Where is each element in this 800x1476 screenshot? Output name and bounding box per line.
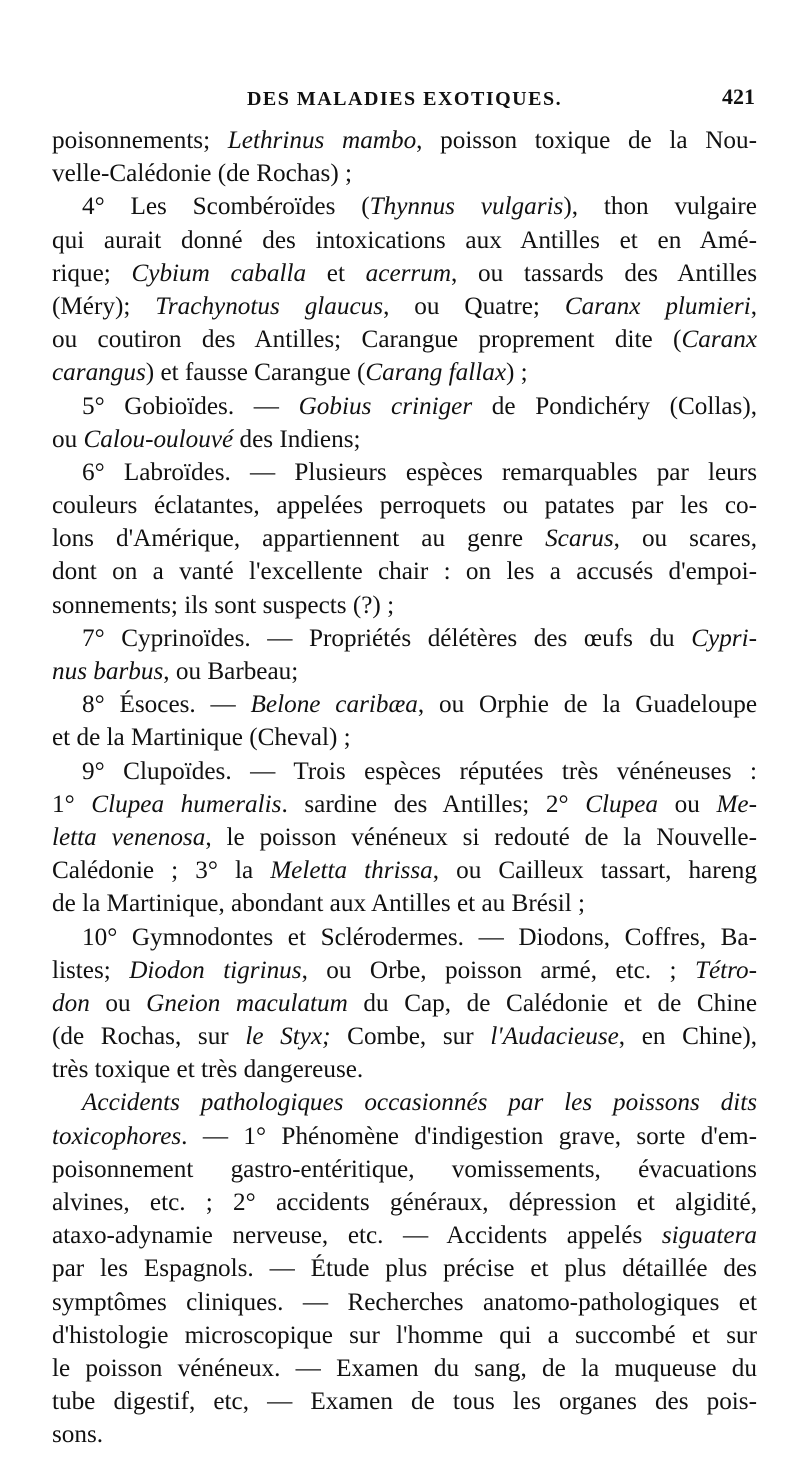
text-segment: sonnements; ils sont suspects (?) ; — [52, 591, 395, 619]
text-line — [52, 1286, 757, 1319]
body-text — [52, 124, 757, 1452]
text-line — [52, 124, 757, 157]
italic-text: Clupea humeralis — [91, 790, 282, 818]
italic-text: Calou-oulouvé — [83, 425, 234, 453]
text-line — [52, 954, 757, 987]
text-segment: Combe, sur — [330, 1023, 491, 1051]
page-number: 421 — [722, 84, 755, 109]
text-segment: par les Espagnols. — Étude plus précise et plus détaillée des — [52, 1255, 757, 1283]
text-line — [52, 655, 757, 688]
text-segment: , ou scares, — [613, 525, 757, 553]
text-segment: alvines, etc. ; 2° accidents généraux, dépression et algidité, — [52, 1189, 757, 1216]
italic-text: Cypri- — [691, 624, 757, 652]
text-line — [52, 854, 757, 887]
text-line — [52, 1053, 757, 1086]
italic-text: Gneion maculatum — [146, 989, 348, 1017]
text-line — [52, 921, 757, 954]
italic-text: nus barbus — [52, 658, 164, 685]
italic-text: Clupea — [585, 790, 658, 818]
text-segment: symptômes cliniques. — Recherches anatomo-pathologiques et — [52, 1288, 757, 1316]
text-segment: 10° Gymnodontes et Sclérodermes. — Diodons, Coffres, Ba- — [82, 923, 757, 951]
italic-text: Lethrinus mambo — [227, 127, 417, 154]
text-line — [52, 987, 757, 1020]
text-segment: d'histologie microscopique sur l'homme qui a succombé et sur — [52, 1321, 757, 1349]
running-title: DES MALADIES EXOTIQUES. — [246, 88, 563, 110]
text-line — [52, 456, 757, 489]
italic-text: Carang fallax — [365, 359, 506, 387]
text-segment: couleurs éclatantes, appelées perroquets ou patates par les co- — [52, 492, 757, 520]
text-segment: 4° Les Scombéroïdes ( — [82, 193, 370, 221]
text-line — [52, 721, 757, 754]
italic-text: siguatera — [661, 1222, 757, 1250]
text-segment: ou — [657, 790, 717, 818]
italic-text: toxicophores — [52, 1122, 182, 1150]
text-line — [52, 290, 757, 323]
text-line — [52, 1020, 757, 1053]
italic-text: Gobius criniger — [298, 392, 473, 420]
italic-text: acerrum — [365, 259, 452, 287]
text-line — [52, 1319, 757, 1352]
text-line — [52, 821, 757, 854]
text-segment: ) et fausse Carangue ( — [145, 359, 366, 387]
text-segment: très toxique et très dangereuse. — [52, 1056, 364, 1084]
text-line — [52, 390, 757, 423]
italic-text: l'Audacieuse — [490, 1023, 619, 1051]
text-segment: lons d'Amérique, appartiennent au genre — [52, 525, 546, 553]
text-segment: , ou Orbe, poisson armé, etc. ; — [301, 956, 695, 984]
text-segment: 6° Labroïdes. — Plusieurs espèces remarquables par leurs — [82, 458, 757, 486]
text-line — [52, 887, 757, 920]
text-segment: ou — [89, 989, 147, 1017]
text-segment: , ou Barbeau; — [163, 658, 299, 685]
italic-text: Belone caribæa — [250, 691, 418, 719]
text-line — [52, 190, 757, 223]
italic-text: Diodon tigrinus — [129, 956, 302, 984]
text-segment: 9° Clupoïdes. — Trois espèces réputées très vénéneuses : — [82, 757, 757, 785]
text-segment: sons. — [52, 1421, 104, 1449]
text-segment: rique; — [52, 259, 132, 287]
italic-text: Trachynotus glaucus — [155, 292, 384, 320]
text-segment: 5° Gobioïdes. — — [82, 392, 299, 420]
text-segment: 8° Ésoces. — — [82, 691, 251, 719]
text-segment: , le poisson vénéneux si redouté de la Nouvelle- — [205, 823, 757, 851]
italic-text: Cybium caballa — [131, 259, 307, 287]
text-segment: poisonnement gastro-entéritique, vomissements, évacuations — [52, 1155, 757, 1183]
italic-text: Me- — [716, 790, 757, 818]
text-line — [52, 323, 757, 356]
text-line — [52, 1086, 757, 1119]
text-line — [52, 1153, 757, 1186]
text-line — [52, 224, 757, 257]
text-line — [52, 489, 757, 522]
text-line — [52, 555, 757, 588]
text-line — [52, 1418, 757, 1451]
running-head — [52, 84, 757, 124]
text-segment: ataxo-adynamie nerveuse, etc. — Accidents appelés — [52, 1222, 662, 1250]
italic-text: Meletta thrissa — [270, 857, 433, 885]
text-segment: , ou Cailleux tassart, hareng — [432, 857, 757, 885]
text-segment: . sardine des Antilles; 2° — [281, 790, 586, 818]
text-segment: , ou Quatre; — [383, 292, 565, 320]
italic-text: carangus — [52, 359, 146, 387]
text-line — [52, 688, 757, 721]
text-segment: , en Chine), — [618, 1023, 757, 1051]
text-segment: , ou tassards des Antilles — [451, 259, 757, 287]
text-line — [52, 1186, 757, 1219]
text-segment: ou — [52, 425, 84, 453]
italic-text: Thynnus vulgaris — [369, 193, 564, 221]
text-segment: . — 1° Phénomène d'indigestion grave, sorte d'em- — [181, 1122, 757, 1150]
italic-text: Caranx — [681, 326, 757, 354]
text-segment: , poisson toxique de la Nou- — [416, 127, 757, 154]
italic-text: Tétro- — [694, 956, 757, 984]
italic-text: letta venenosa — [52, 823, 206, 851]
italic-text: le Styx; — [245, 1023, 331, 1051]
text-segment: listes; — [52, 956, 130, 984]
italic-text: Caranx plumieri — [564, 292, 751, 320]
text-line — [52, 1385, 757, 1418]
text-segment: des Indiens; — [233, 425, 361, 453]
text-segment: qui aurait donné des intoxications aux Antilles et en Amé- — [52, 226, 757, 254]
text-segment: le poisson vénéneux. — Examen du sang, de la muqueuse du — [52, 1354, 757, 1382]
text-segment: 1° — [52, 790, 92, 818]
text-segment: ) ; — [506, 359, 528, 387]
text-segment: du Cap, de Calédonie et de Chine — [347, 989, 757, 1017]
text-segment: et de la Martinique (Cheval) ; — [52, 724, 351, 752]
text-segment: tube digestif, etc, — Examen de tous les organes des pois- — [52, 1388, 757, 1416]
text-segment: 7° Cyprinoïdes. — Propriétés délétères des œufs du — [82, 624, 692, 652]
text-segment: de Pondichéry (Collas), — [472, 392, 757, 420]
text-segment: , ou Orphie de la Guadeloupe — [417, 691, 757, 719]
italic-text: Accidents pathologiques occasionnés par les poissons dits — [82, 1089, 757, 1117]
text-line — [52, 1120, 757, 1153]
italic-text: Scarus — [545, 525, 614, 553]
text-segment: et — [306, 259, 366, 287]
text-line — [52, 423, 757, 456]
text-segment: (de Rochas, sur — [52, 1023, 246, 1051]
text-segment: , — [750, 292, 757, 320]
text-segment: ), thon vulgaire — [563, 193, 757, 221]
text-line — [52, 257, 757, 290]
text-segment: velle-Calédonie (de Rochas) ; — [52, 160, 353, 188]
text-segment: de la Martinique, abondant aux Antilles et au Brésil ; — [52, 890, 586, 918]
text-segment: (Méry); — [52, 292, 156, 320]
italic-text: don — [52, 989, 90, 1017]
text-line — [52, 1219, 757, 1252]
text-segment: poisonnements; — [52, 127, 228, 154]
text-line — [52, 157, 757, 190]
text-line — [52, 755, 757, 788]
text-line — [52, 1252, 757, 1285]
text-line — [52, 622, 757, 655]
text-segment: ou coutiron des Antilles; Carangue proprement dite ( — [52, 326, 682, 354]
text-segment: dont on a vanté l'excellente chair : on les a accusés d'empoi- — [52, 558, 757, 586]
text-segment: Calédonie ; 3° la — [52, 857, 271, 885]
text-line — [52, 589, 757, 622]
text-line — [52, 522, 757, 555]
text-line — [52, 788, 757, 821]
text-line — [52, 356, 757, 389]
text-line — [52, 1352, 757, 1385]
